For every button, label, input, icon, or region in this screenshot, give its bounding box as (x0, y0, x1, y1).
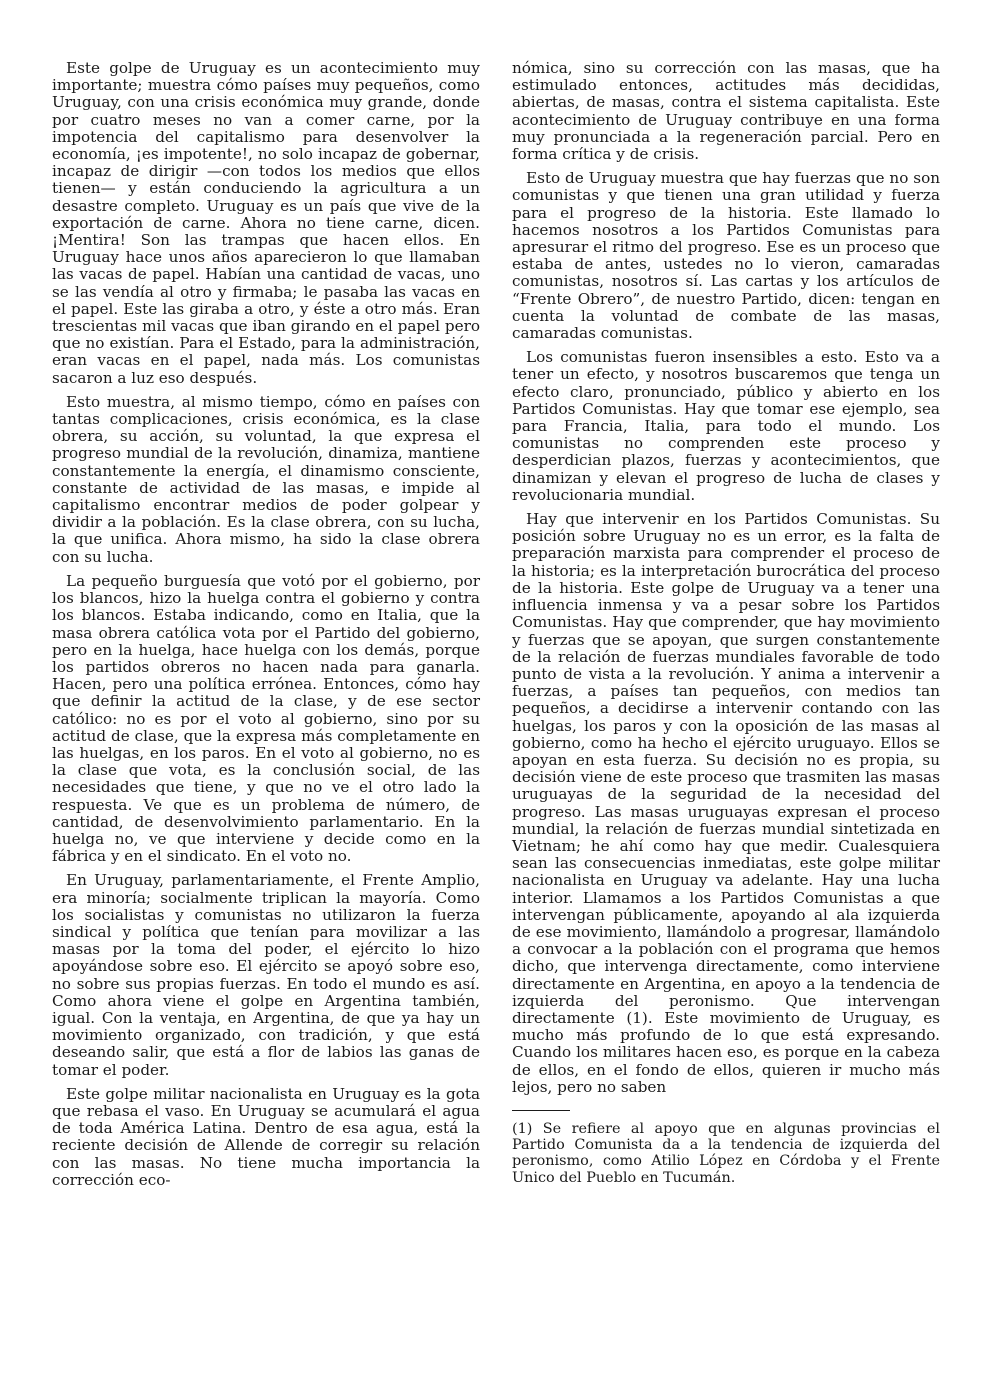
paragraph: Este golpe de Uruguay es un acontecimiento muy importante; muestra cómo países muy pequeños, como Uruguay, con una crisis económica muy grande, donde por cuatro meses no van a comer carne, por la impotencia del capitalismo para desenvolver la economía, ¡es impotente!, no solo incapaz de gobernar, incapaz de dirigir —con todos los medios que ellos tienen— y están conduciendo la agricultura a un desastre completo. Uruguay es un país que vive de la exportación de carne. Ahora no tiene carne, dicen. ¡Mentira! Son las trampas que hacen ellos. En Uruguay hace unos años aparecieron lo que llamaban las vacas de papel. Habían una cantidad de vacas, uno se las vendía al otro y firmaba; le pasaba las vacas en el papel. Este las giraba a otro, y éste a otro más. Eran trescientas mil vacas que iban girando en el papel pero que no existían. Para el Estado, para la administración, eran vacas en el papel, nada más. Los comunistas sacaron a luz eso después. (52, 59, 480, 387)
paragraph: La pequeño burguesía que votó por el gobierno, por los blancos, hizo la huelga contra el gobierno y contra los blancos. Estaba indicando, como en Italia, que la masa obrera católica vota por el Partido del gobierno, pero en la huelga, hace huelga con los demás, porque los partidos obreros no hacen nada para ganarla. Hacen, pero una política errónea. Entonces, cómo hay que definir la actitud de la clase, y de ese sector católico: no es por el voto al gobierno, sino por su actitud de clase, que la expresa más completamente en las huelgas, en los paros. En el voto al gobierno, no es la clase que vota, es la conclusión social, de las necesidades que tiene, y que no ve el otro lado la respuesta. Ve que es un problema de número, de cantidad, de desenvolvimiento parlamentario. En la huelga no, ve que interviene y decide como en la fábrica y en el sindicato. En el voto no. (52, 571, 480, 866)
paragraph: nómica, sino su corrección con las masas, que ha estimulado entonces, actitudes más decididas, abiertas, de masas, contra el sistema capitalista. Este acontecimiento de Uruguay contribuye en una forma muy pronunciada a la regeneración parcial. Pero en forma crítica y de crisis. (512, 59, 940, 164)
footnote: (1) Se refiere al apoyo que en algunas provincias el Partido Comunista da a la tendencia de izquierda del peronismo, como Atilio López en Córdoba y el Frente Unico del Pueblo en Tucumán. (512, 1120, 940, 1186)
paragraph: En Uruguay, parlamentariamente, el Frente Amplio, era minoría; socialmente triplican la mayoría. Como los socialistas y comunistas no utilizaron la fuerza sindical y política que tenían para movilizar a las masas por la toma del poder, el ejército lo hizo apoyándose sobre eso. El ejército se apoyó sobre eso, no sobre sus propias fuerzas. En todo el mundo es así. Como ahora viene el golpe en Argentina también, igual. Con la ventaja, en Argentina, de que ya hay un movimiento organizado, con tradición, y que está deseando salir, que está a flor de labios las ganas de tomar el poder. (52, 871, 480, 1079)
right-column (512, 60, 940, 1193)
paragraph: Hay que intervenir en los Partidos Comunistas. Su posición sobre Uruguay no es un error, es la falta de preparación marxista para comprender el proceso de la historia; es la interpretación burocrática del proceso de la historia. Este golpe de Uruguay va a tener una influencia inmensa y va a pesar sobre los Partidos Comunistas. Hay que comprender, que hay movimiento y fuerzas que se apoyan, que surgen constantemente de la relación de fuerzas mundiales favorable de todo punto de vista a la revolución. Y anima a intervenir a fuerzas, a países tan pequeños, con medios tan pequeños, a decidirse a intervenir contando con las huelgas, los paros y con la oposición de las masas al gobierno, como ha hecho el ejército uruguayo. Ellos se apoyan en esta fuerza. Su decisión no es propia, su decisión viene de este proceso que trasmiten las masas uruguayas de la seguridad de la necesidad del progreso. Las masas uruguayas expresan el proceso mundial, la relación de fuerzas mundial sintetizada en Vietnam; he ahí como hay que medir. Cualesquiera sean las consecuencias inmediatas, este golpe militar nacionalista en Uruguay va adelante. Hay una lucha interior. Llamamos a los Partidos Comunistas a que intervengan públicamente, apoyando al ala izquierda de ese movimiento, llamándolo a progresar, llamándolo a convocar a la población con el programa que hemos dicho, que intervenga directamente, como interviene directamente en Argentina, en apoyo a la tendencia de izquierda del peronismo. Que intervengan directamente (1). Este movimiento de Uruguay, es mucho más profundo de lo que está expresando. Cuando los militares hacen eso, es porque en la cabeza de ellos, en el fondo de ellos, quieren ir mucho más lejos, pero no saben (512, 510, 940, 1096)
paragraph: Este golpe militar nacionalista en Uruguay es la gota que rebasa el vaso. En Uruguay se acumulará el agua de toda América Latina. Dentro de esa agua, está la reciente decisión de Allende de corregir su relación con las masas. No tiene mucha importancia la corrección eco- (52, 1084, 480, 1189)
paragraph: Esto muestra, al mismo tiempo, cómo en países con tantas complicaciones, crisis económica, es la clase obrera, su acción, su voluntad, la que expresa el progreso mundial de la revolución, dinamiza, mantiene constantemente la energía, el dinamismo consciente, constante de actividad de las masas, e impide al capitalismo encontrar medios de poder golpear y dividir a la población. Es la clase obrera, con su lucha, la que unifica. Ahora mismo, ha sido la clase obrera con su lucha. (52, 392, 480, 566)
left-column (52, 60, 480, 1196)
paragraph: Los comunistas fueron insensibles a esto. Esto va a tener un efecto, y nosotros buscaremos que tenga un efecto claro, pronunciado, público y abierto en los Partidos Comunistas. Hay que tomar ese ejemplo, sea para Francia, Italia, para todo el mundo. Los comunistas no comprenden este proceso y desperdician plazos, fuerzas y acontecimientos, que dinamizan y elevan el progreso de lucha de clases y revolucionaria mundial. (512, 348, 940, 504)
paragraph: Esto de Uruguay muestra que hay fuerzas que no son comunistas y que tienen una gran utilidad y fuerza para el progreso de la historia. Este llamado lo hacemos nosotros a los Partidos Comunistas para apresurar el ritmo del progreso. Ese es un proceso que estaba de antes, ustedes no lo vieron, camaradas comunistas, nosotros sí. Las cartas y los artículos de “Frente Obrero”, de nuestro Partido, dicen: tengan en cuenta la voluntad de combate de las masas, camaradas comunistas. (512, 169, 940, 343)
footnote-divider (512, 1110, 570, 1111)
